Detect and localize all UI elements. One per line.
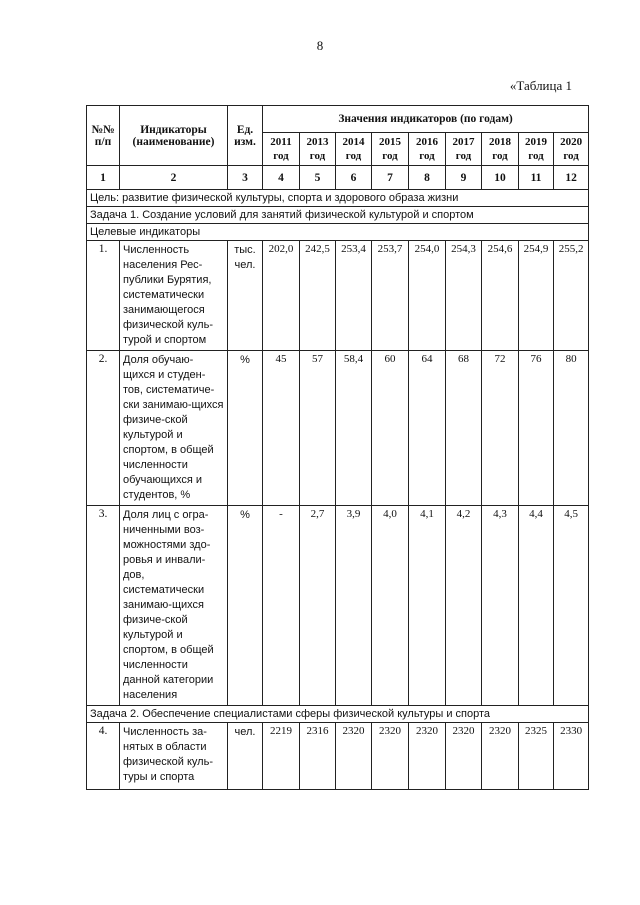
row-value: - (263, 506, 300, 706)
header-year: 2016 год (409, 133, 446, 166)
column-number: 11 (519, 166, 554, 190)
header-year: 2013 год (300, 133, 336, 166)
table-row (87, 241, 589, 351)
task2-row: Задача 2. Обеспечение специалистами сферы физической культуры и спорта (87, 706, 589, 723)
task1-row: Задача 1. Создание условий для занятий физической культурой и спортом (87, 207, 589, 224)
row-value: 2320 (446, 723, 482, 790)
header-year: 2020 год (554, 133, 589, 166)
column-number: 9 (446, 166, 482, 190)
row-value: 242,5 (300, 241, 336, 351)
row-value: 58,4 (336, 351, 372, 506)
table-row (87, 506, 589, 706)
row-value: 4,5 (554, 506, 589, 706)
row-indicator: Численность населения Рес-публики Бурятия, систематически занимающегося физической куль-турой и спортом (120, 241, 228, 351)
column-number: 5 (300, 166, 336, 190)
header-indicator: Индикаторы (наименование) (120, 106, 228, 166)
goal-row: Цель: развитие физической культуры, спорта и здорового образа жизни (87, 190, 589, 207)
indicators-table (86, 105, 589, 790)
row-unit: тыс. чел. (228, 241, 263, 351)
column-number: 7 (372, 166, 409, 190)
table-row (87, 723, 589, 790)
column-number: 2 (120, 166, 228, 190)
row-value: 4,0 (372, 506, 409, 706)
row-value: 64 (409, 351, 446, 506)
row-value: 2330 (554, 723, 589, 790)
row-value: 2320 (409, 723, 446, 790)
page-number: 8 (316, 38, 324, 53)
row-value: 45 (263, 351, 300, 506)
row-value: 4,1 (409, 506, 446, 706)
row-number: 1. (87, 241, 120, 351)
row-value: 2316 (300, 723, 336, 790)
targets-row: Целевые индикаторы (87, 224, 589, 241)
row-value: 253,7 (372, 241, 409, 351)
row-value: 254,6 (482, 241, 519, 351)
row-value: 254,9 (519, 241, 554, 351)
column-number-row (87, 166, 589, 190)
column-number: 12 (554, 166, 589, 190)
row-value: 4,2 (446, 506, 482, 706)
row-number: 4. (87, 723, 120, 790)
row-indicator: Доля лиц с огра-ниченными воз-можностями здо-ровья и инвали-дов, систематически занимаю-щихся физиче-ской культурой и спортом, в общей численности данной категории населения (120, 506, 228, 706)
header-num: №№ п/п (87, 106, 120, 166)
row-unit: % (228, 506, 263, 706)
row-value: 2325 (519, 723, 554, 790)
row-value: 80 (554, 351, 589, 506)
row-value: 202,0 (263, 241, 300, 351)
header-year: 2011 год (263, 133, 300, 166)
header-values: Значения индикаторов (по годам) (263, 106, 589, 133)
column-number: 3 (228, 166, 263, 190)
header-year: 2018 год (482, 133, 519, 166)
row-number: 2. (87, 351, 120, 506)
column-number: 6 (336, 166, 372, 190)
row-value: 68 (446, 351, 482, 506)
column-number: 1 (87, 166, 120, 190)
header-year: 2017 год (446, 133, 482, 166)
row-value: 3,9 (336, 506, 372, 706)
row-value: 2219 (263, 723, 300, 790)
row-indicator: Доля обучаю-щихся и студен-тов, систематиче-ски занимаю-щихся физиче-ской культурой и спортом, в общей численности обучающихся и студентов, % (120, 351, 228, 506)
table-caption: «Таблица 1 (509, 78, 572, 93)
row-value: 60 (372, 351, 409, 506)
column-number: 4 (263, 166, 300, 190)
row-value: 76 (519, 351, 554, 506)
row-value: 254,3 (446, 241, 482, 351)
row-indicator: Численность за-нятых в области физической куль-туры и спорта (120, 723, 228, 790)
header-unit: Ед. изм. (228, 106, 263, 166)
row-value: 254,0 (409, 241, 446, 351)
row-value: 72 (482, 351, 519, 506)
row-value: 2320 (372, 723, 409, 790)
row-unit: % (228, 351, 263, 506)
row-number: 3. (87, 506, 120, 706)
row-value: 255,2 (554, 241, 589, 351)
row-value: 253,4 (336, 241, 372, 351)
row-value: 2320 (482, 723, 519, 790)
header-year: 2014 год (336, 133, 372, 166)
header-year: 2019 год (519, 133, 554, 166)
row-value: 2,7 (300, 506, 336, 706)
column-number: 10 (482, 166, 519, 190)
row-value: 4,4 (519, 506, 554, 706)
row-value: 4,3 (482, 506, 519, 706)
header-year: 2015 год (372, 133, 409, 166)
row-unit: чел. (228, 723, 263, 790)
table-row (87, 351, 589, 506)
column-number: 8 (409, 166, 446, 190)
row-value: 2320 (336, 723, 372, 790)
row-value: 57 (300, 351, 336, 506)
